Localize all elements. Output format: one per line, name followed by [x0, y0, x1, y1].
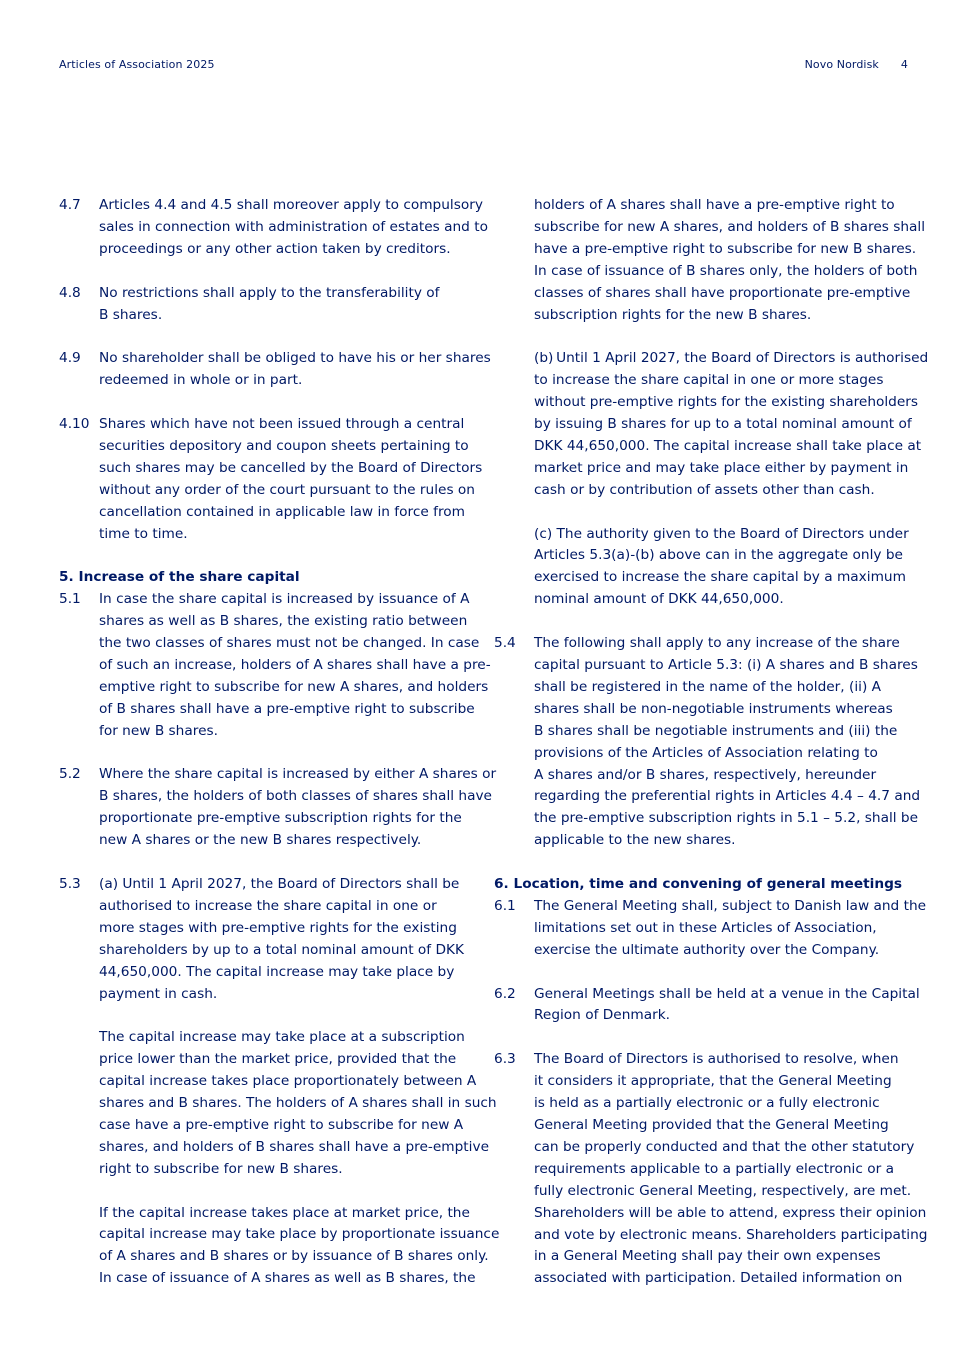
text-line: subscribe for new A shares, and holders of B shares shall	[534, 218, 926, 235]
text-line: Region of Denmark.	[534, 1007, 671, 1024]
text-line: capital pursuant to Article 5.3: (i) A shares and B shares	[534, 656, 918, 673]
article-5-3-c	[494, 524, 924, 612]
text-line: The following shall apply to any increase of the share	[534, 635, 900, 652]
text-line: authorised to increase the share capital in one or	[99, 897, 437, 914]
text-line: of such an increase, holders of A shares shall have a pre-	[99, 656, 491, 673]
text-line: regarding the preferential rights in Articles 4.4 – 4.7 and	[534, 788, 921, 805]
article-number: 6.1	[494, 897, 516, 914]
text-line: capital increase may take place by proportionate issuance	[99, 1226, 500, 1243]
article-4-8	[59, 283, 489, 327]
article-4-9	[59, 348, 489, 392]
article-4-7	[59, 195, 489, 261]
company-name: Novo Nordisk	[804, 58, 879, 71]
text-line: holders of A shares shall have a pre-emptive right to	[534, 197, 895, 213]
article-5-3	[59, 874, 489, 1005]
text-line: subscription rights for the new B shares.	[534, 306, 812, 323]
article-number: 4.10	[59, 416, 90, 433]
text-line: have a pre-emptive right to subscribe for new B shares.	[534, 240, 917, 257]
text-line: Articles 5.3(a)-(b) above can in the aggregate only be	[534, 547, 903, 564]
text-line: B shares, the holders of both classes of shares shall have	[99, 788, 492, 805]
text-line: without pre-emptive rights for the existing shareholders	[534, 394, 919, 411]
text-line: of A shares and B shares or by issuance of B shares only.	[99, 1248, 489, 1265]
text-line: it considers it appropriate, that the General Meeting	[534, 1073, 892, 1090]
text-line: redeemed in whole or in part.	[99, 372, 303, 389]
text-line: In case the share capital is increased by issuance of A	[99, 591, 470, 608]
text-line: is held as a partially electronic or a fully electronic	[534, 1095, 880, 1112]
text-line: to increase the share capital in one or more stages	[534, 372, 884, 389]
section-5-heading: 5. Increase of the share capital	[59, 569, 300, 586]
text-line: without any order of the court pursuant to the rules on	[99, 481, 475, 498]
text-line: price lower than the market price, provided that the	[99, 1051, 457, 1068]
text-line: associated with participation. Detailed information on	[534, 1270, 903, 1287]
article-6-1	[494, 896, 927, 962]
text-line: In case of issuance of A shares as well as B shares, the	[99, 1270, 476, 1287]
text-line: Shares which have not been issued through a central	[99, 416, 465, 433]
text-line: case have a pre-emptive right to subscribe for new A	[99, 1116, 464, 1133]
text-line: new A shares or the new B shares respectively.	[99, 832, 422, 849]
text-line: Articles 4.4 and 4.5 shall moreover apply to compulsory	[99, 197, 483, 213]
text-line: requirements applicable to a partially electronic or a	[534, 1160, 894, 1177]
text-line: The Board of Directors is authorised to resolve, when	[534, 1051, 899, 1068]
article-number: 6.2	[494, 985, 516, 1002]
text-line: the two classes of shares must not be changed. In case	[99, 635, 480, 652]
article-number: 4.8	[59, 284, 81, 301]
text-line: right to subscribe for new B shares.	[99, 1160, 343, 1177]
text-line: shares, and holders of B shares shall have a pre-emptive	[99, 1138, 489, 1155]
text-line: limitations set out in these Articles of Association,	[534, 919, 877, 936]
text-line: classes of shares shall have proportionate pre-emptive	[534, 284, 911, 301]
article-number: 4.7	[59, 197, 81, 213]
article-5-1	[59, 589, 489, 742]
text-line: securities depository and coupon sheets pertaining to	[99, 437, 469, 454]
article-number: 6.3	[494, 1051, 516, 1068]
article-text	[99, 414, 489, 545]
article-5-2	[59, 764, 497, 852]
right-column	[494, 195, 929, 1290]
text-line: Where the share capital is increased by either A shares or	[99, 766, 497, 783]
document-title: Articles of Association 2025	[59, 58, 215, 71]
text-line: Shareholders will be able to attend, express their opinion	[534, 1204, 927, 1221]
article-number: 5.2	[59, 766, 81, 783]
text-line: (a) Until 1 April 2027, the Board of Directors shall be	[99, 876, 460, 892]
text-line: In case of issuance of B shares only, the holders of both	[534, 262, 918, 279]
left-column	[59, 195, 500, 1290]
text-line: more stages with pre-emptive rights for the existing	[99, 919, 457, 936]
article-5-3-continued	[494, 195, 924, 326]
article-text	[99, 589, 491, 742]
text-line: of B shares shall have a pre-emptive right to subscribe	[99, 700, 475, 717]
article-4-10	[59, 414, 489, 545]
text-line: DKK 44,650,000. The capital increase shall take place at	[534, 437, 922, 454]
article-number: 4.9	[59, 350, 81, 367]
text-line: General Meeting provided that the General Meeting	[534, 1116, 889, 1133]
article-text	[534, 984, 924, 1028]
section-6-heading: 6. Location, time and convening of general meetings	[494, 876, 903, 893]
text-line: B shares.	[99, 306, 163, 323]
text-line: The capital increase may take place at a subscription	[99, 1029, 465, 1046]
text-line: shareholders by up to a total nominal amount of DKK	[99, 941, 464, 958]
text-line: in a General Meeting shall pay their own expenses	[534, 1248, 881, 1265]
text-line: 44,650,000. The capital increase may take place by	[99, 963, 455, 980]
text-line: No restrictions shall apply to the transferability of	[99, 284, 440, 301]
article-text	[99, 874, 489, 1005]
text-line: B shares shall be negotiable instruments and (iii) the	[534, 722, 898, 739]
text-line: (b) Until 1 April 2027, the Board of Directors is authorised	[534, 350, 929, 367]
text-line: General Meetings shall be held at a venue in the Capital	[534, 985, 920, 1002]
text-line: No shareholder shall be obliged to have his or her shares	[99, 350, 491, 367]
article-text	[99, 283, 489, 327]
text-line: proportionate pre-emptive subscription rights for the	[99, 810, 462, 827]
article-text	[534, 1049, 927, 1290]
text-line: capital increase takes place proportionately between A	[99, 1073, 477, 1090]
text-line: exercise the ultimate authority over the Company.	[534, 941, 880, 958]
text-line: (c) The authority given to the Board of Directors under	[534, 525, 909, 542]
text-line: sales in connection with administration of estates and to	[99, 218, 488, 235]
text-line: shall be registered in the name of the holder, (ii) A	[534, 678, 882, 695]
article-5-3-b	[494, 348, 929, 501]
article-6-3	[494, 1049, 928, 1290]
text-line: cancellation contained in applicable law in force from	[99, 503, 465, 520]
text-line: the pre-emptive subscription rights in 5.1 – 5.2, shall be	[534, 810, 919, 827]
text-line: and vote by electronic means. Shareholders participating	[534, 1226, 928, 1243]
text-line: by issuing B shares for up to a total nominal amount of	[534, 416, 912, 433]
article-text	[99, 348, 491, 392]
text-line: exercised to increase the share capital by a maximum	[534, 569, 906, 586]
text-line: payment in cash.	[99, 985, 218, 1002]
article-number: 5.4	[494, 635, 516, 652]
header-right	[805, 57, 908, 73]
article-text	[99, 764, 496, 852]
text-line: proceedings or any other action taken by creditors.	[99, 240, 451, 257]
text-line: market price and may take place either by payment in	[534, 459, 909, 476]
text-line: shares and B shares. The holders of A shares shall in such	[99, 1095, 497, 1112]
text-line: The General Meeting shall, subject to Danish law and the	[534, 897, 927, 914]
text-line: A shares and/or B shares, respectively, hereunder	[534, 766, 877, 783]
text-line: fully electronic General Meeting, respectively, are met.	[534, 1182, 912, 1199]
text-line: such shares may be cancelled by the Board of Directors	[99, 459, 483, 476]
page-number: 4	[900, 58, 908, 71]
text-line: applicable to the new shares.	[534, 832, 736, 849]
text-line: nominal amount of DKK 44,650,000.	[534, 591, 784, 608]
article-5-3-paragraph	[59, 1203, 500, 1291]
text-line: time to time.	[99, 525, 188, 542]
article-text	[99, 195, 489, 261]
text-line: cash or by contribution of assets other than cash.	[534, 481, 875, 498]
article-6-2	[494, 984, 924, 1028]
article-5-4	[494, 633, 924, 852]
text-line: If the capital increase takes place at market price, the	[99, 1204, 470, 1221]
text-line: shares as well as B shares, the existing ratio between	[99, 613, 468, 630]
article-number: 5.3	[59, 876, 81, 892]
text-line: for new B shares.	[99, 722, 218, 739]
text-line: emptive right to subscribe for new A shares, and holders	[99, 678, 489, 695]
article-number: 5.1	[59, 591, 81, 608]
article-text	[534, 896, 926, 962]
text-line: provisions of the Articles of Association relating to	[534, 744, 878, 761]
article-5-3-paragraph	[59, 1027, 497, 1180]
text-line: shares shall be non-negotiable instruments whereas	[534, 700, 893, 717]
text-line: can be properly conducted and that the other statutory	[534, 1138, 915, 1155]
article-text	[534, 633, 924, 852]
